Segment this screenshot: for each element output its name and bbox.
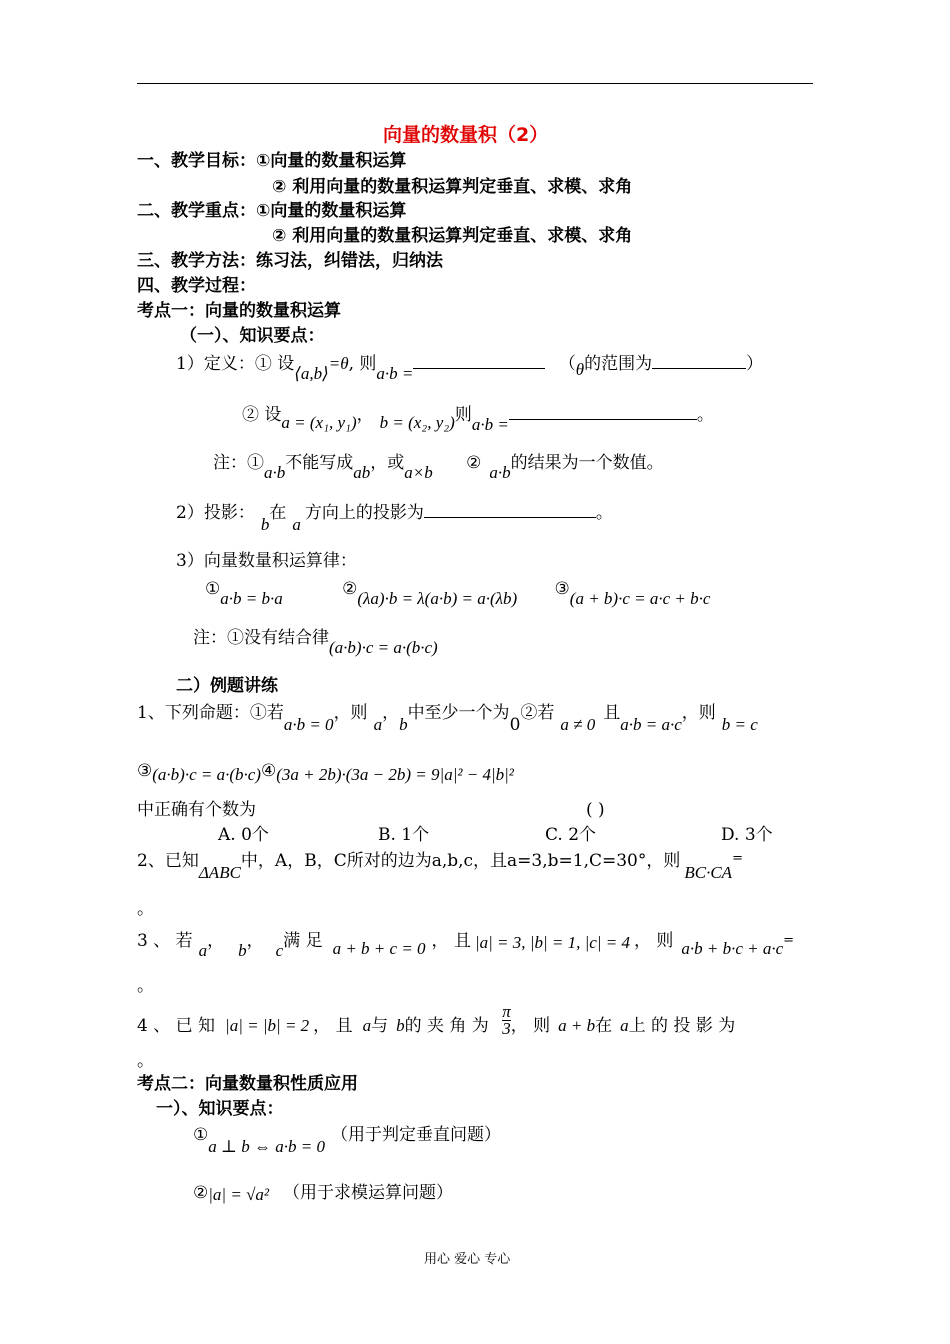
answer-blank-1[interactable] <box>413 353 545 369</box>
note1-ab: ab <box>353 463 371 482</box>
q1-b-eq-c: b = c <box>721 715 758 734</box>
kp2-subheading: 一）、知识要点： <box>156 1099 284 1119</box>
q1-item3-marker: ③ <box>137 761 153 781</box>
p2-marker: ② <box>193 1183 209 1203</box>
proj-text-c: 方向上的投影为 <box>304 503 424 523</box>
q1-item3: (a·b)·c = a·(b·c) <box>152 765 261 784</box>
q1-adotb0: a·b = 0 <box>283 715 334 734</box>
note1-text-e: 的结果为一个数值。 <box>510 453 664 473</box>
q1-a-ne0: a ≠ 0 <box>560 715 596 734</box>
goal-1: ①向量的数量积运算 <box>256 151 407 171</box>
q4-b: b <box>396 1016 405 1035</box>
eq-theta: =θ <box>328 354 349 373</box>
q4-a-2: a <box>620 1016 629 1035</box>
note1-text-a: 注：① <box>213 453 264 473</box>
q1-text-d: 中至少一个为 <box>407 703 510 723</box>
q4-end: 。 <box>137 1051 154 1071</box>
law-3: (a + b)·c = a·c + b·c <box>569 589 711 608</box>
q3-text-d: 满 足 <box>283 931 323 951</box>
goal-label: 一、教学目标： <box>137 151 256 171</box>
answer-blank-3[interactable] <box>509 404 697 420</box>
def1-text-a: 1）定义：① 设 <box>176 354 295 374</box>
q3-text-e: ， 且 <box>431 931 471 951</box>
note1-text-c: ，或 <box>370 453 405 473</box>
q4-text-a: 4 、 已 知 <box>137 1016 216 1036</box>
key-line-1 <box>137 200 406 222</box>
q4-text-f: 在 <box>595 1016 613 1036</box>
option-a[interactable]: A. 0个 <box>218 825 269 845</box>
adotb-eq-2: a·b = <box>471 415 509 434</box>
q4-text-e: ， 则 <box>510 1016 551 1036</box>
q3-end: 。 <box>137 976 154 996</box>
q4-text-d: 的 夹 角 为 <box>404 1016 489 1036</box>
p2-text: （用于求模运算问题） <box>283 1183 453 1203</box>
q3-text-c: ， <box>246 931 264 951</box>
answer-blank-2[interactable] <box>652 353 746 369</box>
law-title: 3）向量数量积运算律： <box>176 551 357 571</box>
q3-sum-dots: a·b + b·c + a·c <box>681 939 784 958</box>
note1-adotb-2: a·b <box>489 463 511 482</box>
q3-eq: = <box>783 933 795 948</box>
proj-a: a <box>292 515 301 534</box>
note1-text-b: 不能写成 <box>285 453 354 473</box>
q1-item4: (3a + 2b)·(3a − 2b) = 9|a|² − 4|b|² <box>276 765 514 784</box>
proj-end: 。 <box>595 503 613 523</box>
q1-a: a <box>373 715 383 734</box>
def2-text-a: ② 设 <box>242 405 282 425</box>
note1-axb: a×b <box>404 463 433 482</box>
adotb-eq: a·b = <box>376 364 414 383</box>
key-2: ② 利用向量的数量积运算判定垂直、求模、求角 <box>272 226 633 246</box>
laws-line <box>205 578 711 608</box>
def2-text-c: 则 <box>454 405 472 425</box>
q4-pi: π <box>502 1002 511 1021</box>
option-b[interactable]: B. 1个 <box>378 825 430 845</box>
goal-2: ② 利用向量的数量积运算判定垂直、求模、求角 <box>272 177 633 197</box>
note1-text-d: ② <box>466 453 482 473</box>
q4-a-plus-b: a + b <box>558 1016 596 1035</box>
proj-b: b <box>260 515 270 534</box>
definition-1 <box>176 353 764 383</box>
question-1 <box>137 702 758 735</box>
property-1 <box>193 1124 501 1156</box>
q1-b: b <box>399 715 408 734</box>
question-2 <box>137 850 743 882</box>
q2-triangle: ΔABC <box>198 863 241 882</box>
law-2: (λa)·b = λ(a·b) = a·(λb) <box>357 589 518 608</box>
q1-adotb-adotc: a·b = a·c <box>620 715 682 734</box>
q4-three: 3 <box>502 1019 511 1038</box>
q1-text-a: 1、下列命题：①若 <box>137 703 284 723</box>
q4-text-c: 与 <box>371 1016 389 1036</box>
proj-text-b: 在 <box>269 503 287 523</box>
q1-item4-marker: ④ <box>260 761 277 781</box>
q3-text-f: ， 则 <box>633 931 674 951</box>
def2-end: 。 <box>696 405 714 425</box>
q1-text-b: ，则 <box>333 703 368 723</box>
p1-text: （用于判定垂直问题） <box>330 1125 501 1145</box>
q4-a: a <box>362 1016 372 1035</box>
note-2 <box>193 627 438 657</box>
q3-text-b: ， <box>207 931 225 951</box>
option-d[interactable]: D. 3个 <box>721 825 773 845</box>
q2-end: 。 <box>137 899 154 919</box>
goal-line-1 <box>137 150 406 172</box>
p1-perp: a ⊥ b ⇔ a·b = 0 <box>208 1137 325 1156</box>
q3-b: b <box>238 941 247 960</box>
q4-mod-eq: |a| = |b| = 2 <box>225 1016 310 1035</box>
p2-mod-sqrt: |a| = √a² <box>208 1185 269 1204</box>
q4-text-g: 上 的 投 影 为 <box>628 1016 736 1036</box>
note1-adotb: a·b <box>264 463 286 482</box>
q1-ask: 中正确有个数为 <box>137 800 256 820</box>
definition-2 <box>242 404 714 434</box>
angle-ab: ⟨a,b⟩ <box>294 364 329 383</box>
kp2-heading: 考点二：向量数量积性质应用 <box>137 1074 358 1094</box>
def1-text-d: 的范围为 <box>584 354 653 374</box>
key-1: ①向量的数量积运算 <box>256 201 407 221</box>
q2-eq: = <box>732 851 743 866</box>
q3-mods: |a| = 3, |b| = 1, |c| = 4 <box>474 933 630 952</box>
q1-text-c: ， <box>382 703 400 723</box>
q2-text-a: 2、已知 <box>137 851 199 871</box>
law-2-marker: ② <box>342 579 358 599</box>
note2-text: 注：①没有结合律 <box>193 628 329 648</box>
law-1-marker: ① <box>205 579 221 599</box>
page-title: 向量的数量积（2） <box>383 124 549 146</box>
question-1-items <box>137 760 514 782</box>
q1-text-e: ②若 <box>520 703 555 723</box>
option-c[interactable]: C. 2个 <box>545 825 597 845</box>
projection-line <box>176 502 613 534</box>
law-3-marker: ③ <box>554 579 570 599</box>
theta-symbol: θ <box>575 360 585 379</box>
question-4 <box>137 1002 736 1043</box>
q1-zero: 0 <box>509 715 521 735</box>
assoc-law: (a·b)·c = a·(b·c) <box>329 638 438 657</box>
key-label: 二、教学重点： <box>137 201 256 221</box>
method-line: 三、教学方法：练习法，纠错法，归纳法 <box>137 251 443 271</box>
vector-b-coords: b = (x₂, y₂) <box>379 413 455 432</box>
process-line: 四、教学过程： <box>137 276 256 296</box>
q3-sum-zero: a + b + c = 0 <box>332 939 426 958</box>
header-rule <box>137 83 813 84</box>
p1-marker: ① <box>193 1125 209 1145</box>
q1-answer-paren[interactable]: ( ) <box>586 800 605 820</box>
property-2 <box>193 1182 453 1204</box>
q3-c: c <box>275 941 284 960</box>
q1-text-g: ，则 <box>681 703 716 723</box>
q3-text-a: 3 、 若 <box>137 931 193 951</box>
q1-text-f: 且 <box>603 703 621 723</box>
def1-text-c: （ <box>558 354 576 374</box>
def1-text-b: , 则 <box>348 354 377 374</box>
answer-blank-4[interactable] <box>424 502 596 518</box>
kp1-heading: 考点一：向量的数量积运算 <box>137 301 341 321</box>
def1-text-e: ） <box>746 354 764 374</box>
q4-text-b: ， 且 <box>313 1016 353 1036</box>
kp1-subheading: （一）、知识要点： <box>180 326 325 346</box>
q3-a: a <box>198 941 208 960</box>
def2-text-b: ， <box>356 405 374 425</box>
examples-heading: 二）例题讲练 <box>176 676 278 696</box>
q2-bc-ca: BC·CA <box>684 863 733 882</box>
proj-text-a: 2）投影： <box>176 503 255 523</box>
footer: 用心 爱心 专心 <box>424 1252 511 1267</box>
q2-text-b: 中，A，B，C所对的边为a,b,c，且a=3,b=1,C=30°，则 <box>240 851 681 871</box>
law-1: a·b = b·a <box>220 589 283 608</box>
q4-angle-fraction <box>502 1004 511 1037</box>
vector-a-coords: a = (x₁, y₁) <box>281 413 357 432</box>
note-1 <box>213 452 664 482</box>
question-3 <box>137 930 795 960</box>
